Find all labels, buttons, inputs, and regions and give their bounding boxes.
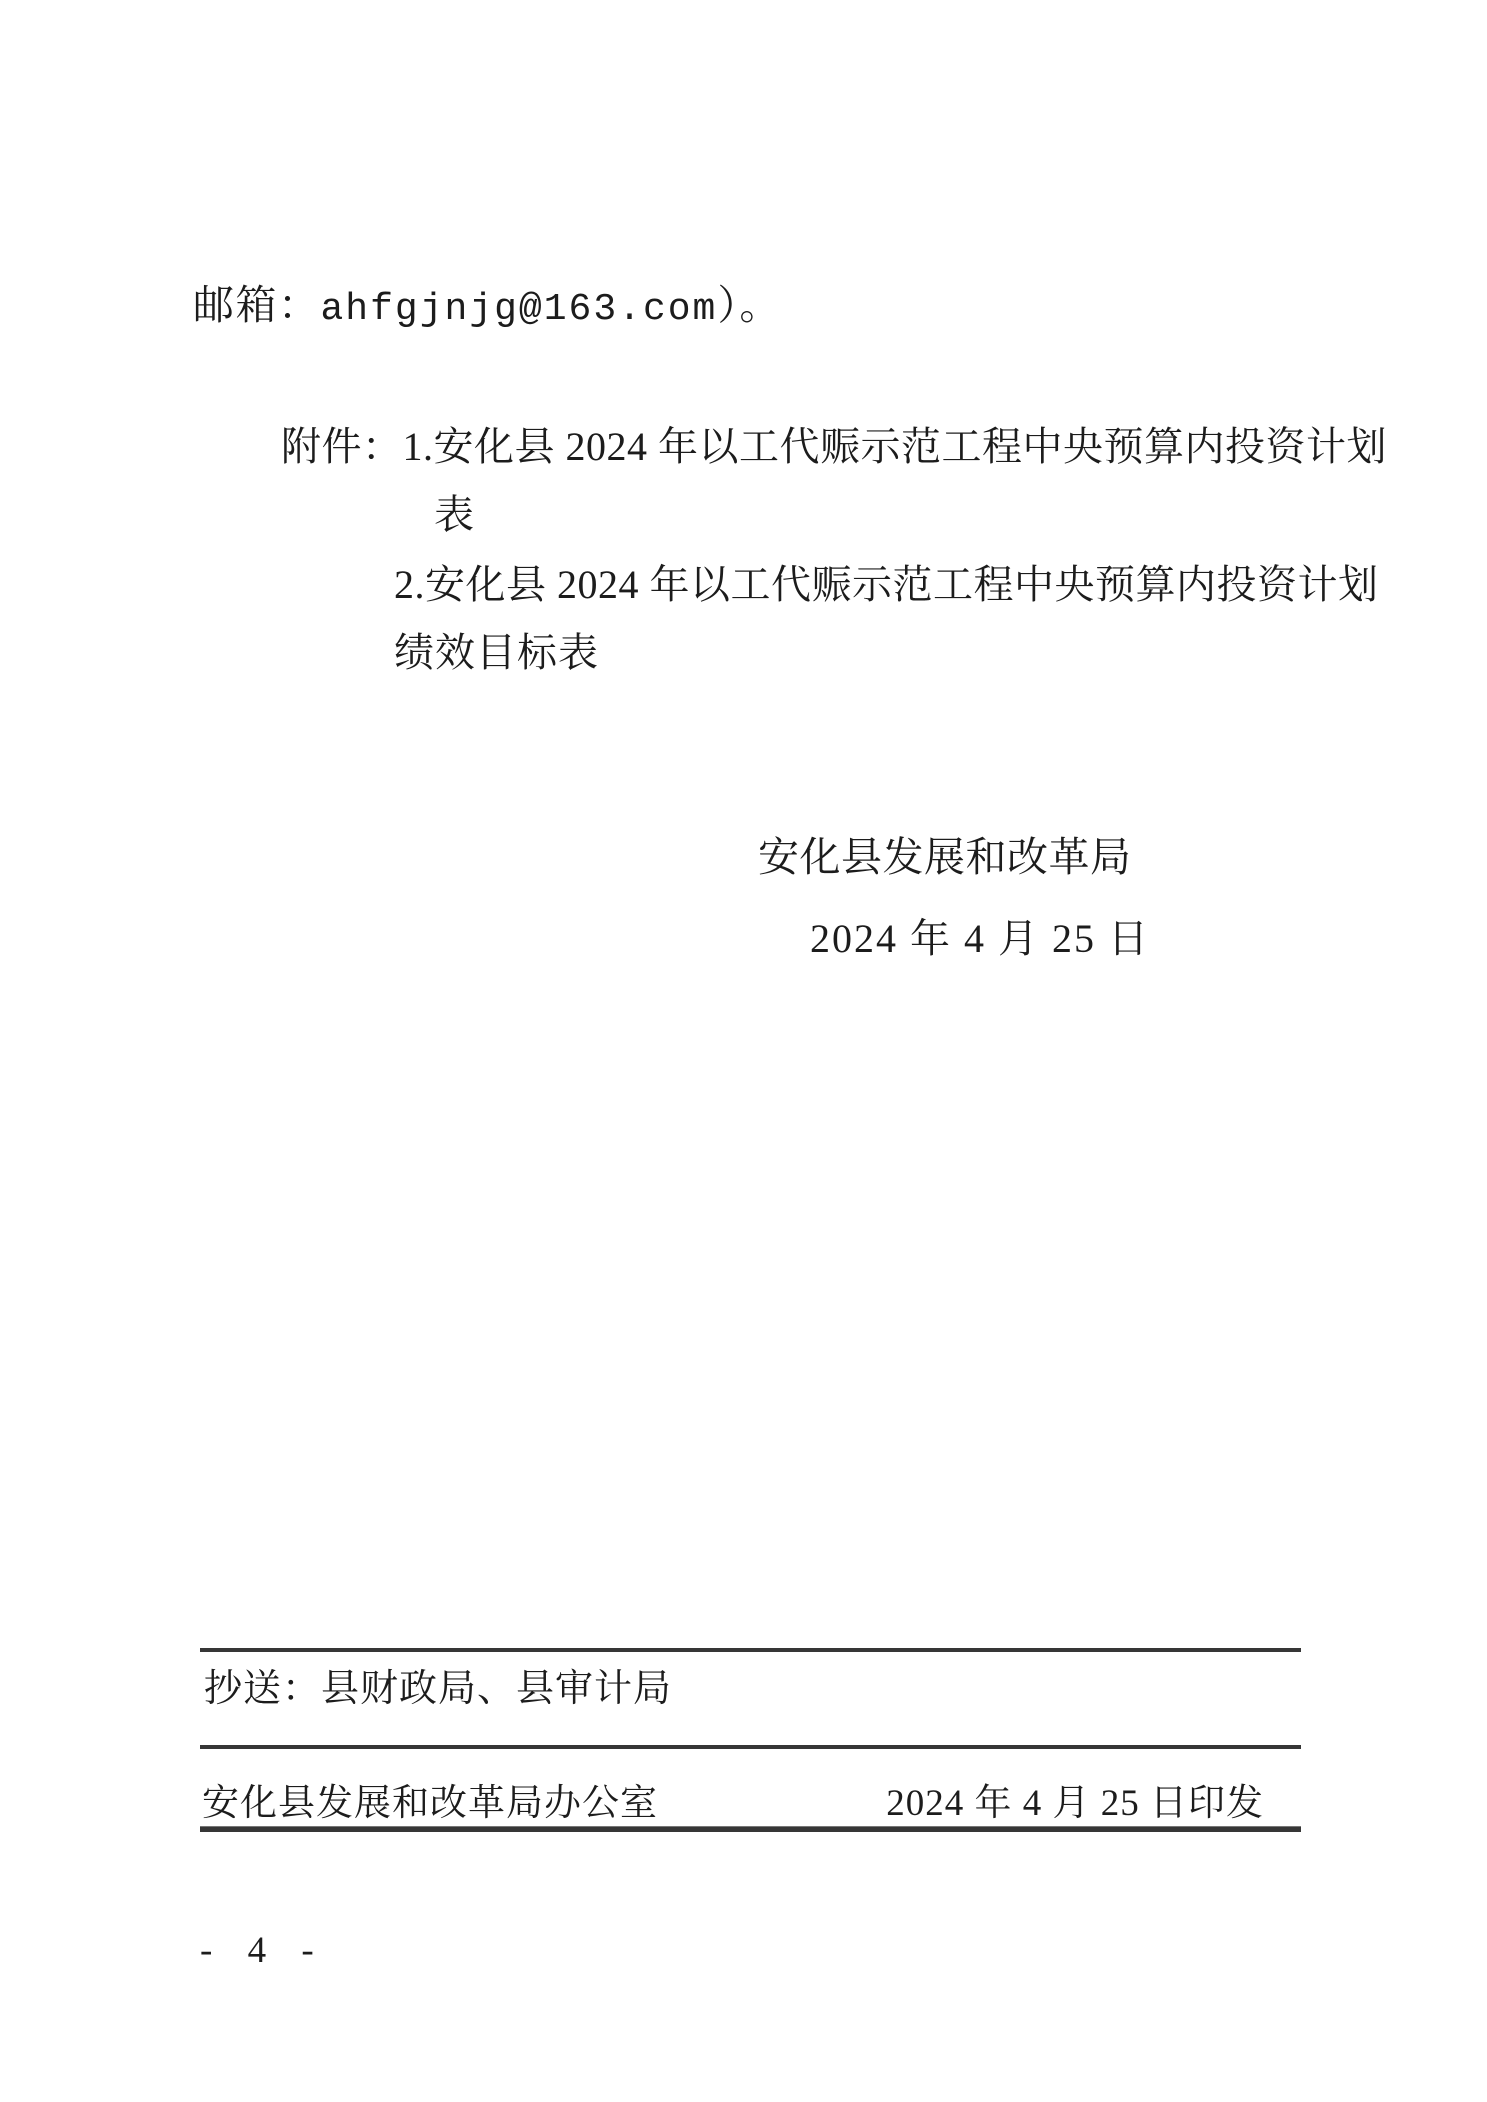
email-suffix: ）。 <box>717 282 782 328</box>
cc-label: 抄送： <box>204 1668 322 1710</box>
footer-middle-rule <box>200 1745 1301 1749</box>
email-address: ahfgjnjg@163.com <box>320 288 718 331</box>
footer-bottom-rule <box>200 1826 1301 1832</box>
email-label: 邮箱： <box>193 282 321 328</box>
attachment-item-1-title-continued: 表 <box>434 492 474 537</box>
print-date: 2024 年 4 月 25 日印发 <box>886 1783 1264 1824</box>
attachment-item-2-line-1 <box>394 562 1379 608</box>
email-line <box>193 282 782 332</box>
issuer-row <box>202 1772 1264 1826</box>
attachment-item-2-line-2 <box>394 630 599 676</box>
attachment-item-1-line-1 <box>281 424 1387 470</box>
issuing-office: 安化县发展和改革局办公室 <box>202 1783 658 1824</box>
page-number: - 4 - <box>200 1930 321 1971</box>
attachment-item-1-title: 1.安化县 2024 年以工代赈示范工程中央预算内投资计划 <box>402 424 1387 469</box>
cc-line <box>204 1668 672 1712</box>
attachment-item-2-title: 2.安化县 2024 年以工代赈示范工程中央预算内投资计划 <box>394 562 1379 607</box>
attachment-item-2-title-continued: 绩效目标表 <box>394 630 599 675</box>
footer-top-rule <box>200 1648 1301 1652</box>
signature-organization: 安化县发展和改革局 <box>758 834 1132 880</box>
signature-date: 2024 年 4 月 25 日 <box>810 916 1150 961</box>
cc-recipients: 县财政局、县审计局 <box>321 1668 673 1710</box>
attachment-label: 附件： <box>281 424 403 469</box>
attachment-item-1-line-2 <box>434 492 474 538</box>
